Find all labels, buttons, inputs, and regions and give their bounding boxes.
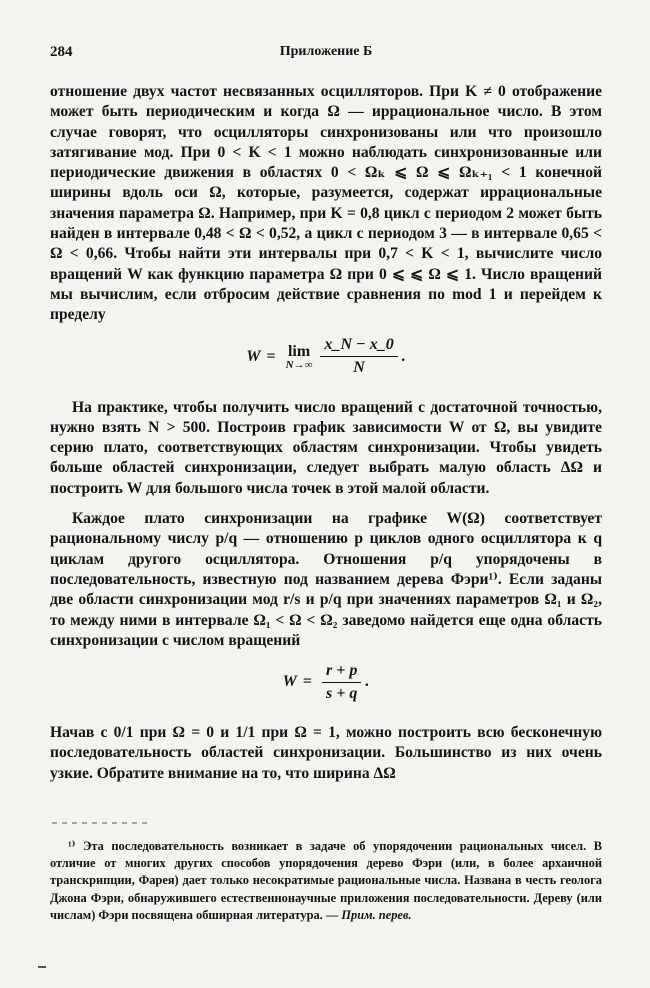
margin-mark [38, 966, 46, 968]
formula1-limit [286, 343, 313, 371]
formula1-fraction [320, 336, 397, 377]
formula-rotation-number [50, 330, 602, 384]
page-number: 284 [50, 44, 73, 60]
paragraph-1: отношение двух частот несвязанных осцилляторов. При K ≠ 0 отображение может быть периодическим и когда Ω — иррациональное число. В этом случае говорят, что осцилляторы синхронизованы или что произошло затягивание мод. При 0 < K < 1 можно наблюдать синхронизованные или периодические движения в областях 0 < Ωₖ ⩽ Ω ⩽ Ωₖ₊₁ < 1 конечной ширины вдоль оси Ω, которые, разумеется, содержат иррациональные значения параметра Ω. Например, при K = 0,8 цикл с периодом 2 может быть найден в интервале 0,48 < Ω < 0,52, а цикл с периодом 3 — в интервале 0,65 < Ω < 0,66. Чтобы найти эти интервалы при 0,7 < K < 1, вычислите число вращений W как функцию параметра Ω при 0 ⩽ ⩽ Ω ⩽ 1. Число вращений мы вычислим, если отбросим действие сравнения по mod 1 и перейдем к пределу [50, 83, 602, 324]
formula-farey-mediant [50, 655, 602, 709]
formula1-lim-word: lim [287, 342, 311, 360]
formula2-lhs: W [282, 673, 297, 691]
formula1-lim-sub: N→∞ [285, 358, 313, 371]
formula1-tail: . [401, 347, 406, 365]
footnote-block [50, 838, 602, 924]
page-header [50, 44, 602, 66]
paragraph-2: На практике, чтобы получить число вращений с достаточной точностью, нужно взять N > 500. Построив график зависимости W от Ω, вы увидите серию плато, соответствующих областям синхронизации. Чтобы увидеть больше областей синхронизации, следует выбрать малую область ΔΩ и построить W для большого числа точек в этой малой области. [50, 398, 602, 497]
formula2-fraction [322, 662, 361, 703]
formula2-tail: . [365, 673, 370, 691]
page-body [50, 82, 602, 784]
formula2-denominator: s + q [326, 684, 358, 702]
formula2-numerator: r + p [322, 662, 361, 683]
formula1-numerator: x_N − x_0 [320, 336, 397, 357]
footnote-text: ¹⁾ Эта последовательность возникает в задаче об упорядочении рациональных чисел. В отличие от многих других способов упорядочения дерево Фэри (или, в более архаичной транскрипции, Фарея) дает только несократимые рациональные числа. Названа в честь геолога Джона Фэри, обнаружившего естественнонаучные приложения последовательности. Дереву (или числам) Фэри посвящена обширная литература. — [50, 839, 602, 922]
cut-off-text-line [52, 822, 152, 828]
footnote-attribution: Прим. перев. [341, 907, 412, 922]
formula1-eq: = [266, 347, 276, 365]
footnote-1 [50, 838, 602, 924]
formula2-eq: = [302, 673, 312, 691]
paragraph-4: Начав с 0/1 при Ω = 0 и 1/1 при Ω = 1, можно построить всю бесконечную последовательность областей синхронизации. Большинство из них очень узкие. Обратите внимание на то, что ширина ΔΩ [50, 724, 602, 782]
formula1-lhs: W [246, 347, 261, 365]
running-head: Приложение Б [279, 44, 373, 59]
paragraph-3: Каждое плато синхронизации на графике W(Ω) соответствует рациональному числу p/q — отношению p циклов одного осциллятора к q циклам другого осциллятора. Отношения p/q упорядочены в последовательность, известную под названием дерева Фэри¹⁾. Если заданы две области синхронизации мод r/s и p/q при значениях параметров Ω₁ и Ω₂, то между ними в интервале Ω₁ < Ω < Ω₂ заведомо найдется еще одна область синхронизации с числом вращений [50, 510, 602, 649]
formula1-denominator: N [353, 359, 365, 377]
